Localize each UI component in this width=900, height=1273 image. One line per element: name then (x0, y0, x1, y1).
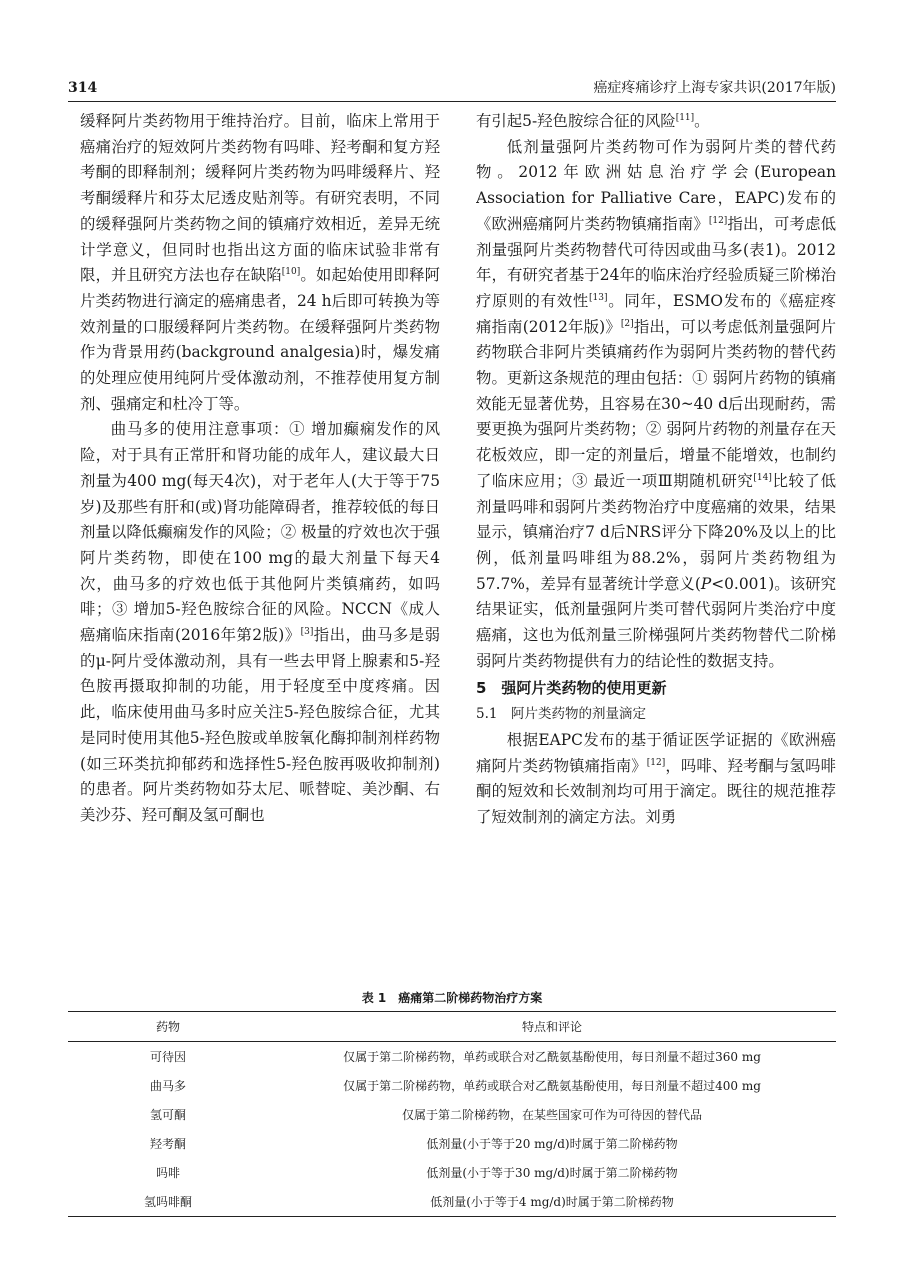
citation-reference: [2] (620, 318, 634, 329)
drug-notes-cell: 低剂量(小于等于4 mg/d)时属于第二阶梯药物 (430, 1195, 674, 1209)
paragraph-text: ，吗啡、羟考酮与氢吗啡酮的短效和长效制剂均可用于滴定。既往的规范推荐了短效制剂的滴定方法。刘勇 (476, 756, 836, 826)
paragraph-text: 。 (694, 112, 710, 130)
page-header (68, 76, 836, 100)
italic-symbol: P (700, 574, 712, 593)
body-paragraph (476, 135, 836, 675)
paragraph-text: 比较了低剂量吗啡和弱阿片类药物治疗中度癌痛的效果，结果显示，镇痛治疗7 d后NRS评分下降20%及以上的比例，低剂量吗啡组为88.2%，弱阿片类药物组为57.7%，差异有显著统计学意义( (476, 471, 836, 593)
drug-notes-cell: 仅属于第二阶梯药物，单药或联合对乙酰氨基酚使用，每日剂量不超过360 mg (343, 1050, 761, 1064)
table-caption: 表 1 癌痛第二阶梯药物治疗方案 (361, 991, 543, 1005)
citation-reference: [12] (708, 215, 728, 226)
paragraph-text: 低剂量强阿片类药物可作为弱阿片类的替代药物。2012年欧洲姑息治疗学会(European Association for Palliative Care，EAPC)发布的《欧洲癌痛阿片类药物镇痛指南》 (476, 137, 836, 233)
paragraph-text: 缓释阿片类药物用于维持治疗。目前，临床上常用于癌痛治疗的短效阿片类药物有吗啡、羟考酮和复方羟考酮的即释制剂；缓释阿片类药物为吗啡缓释片、羟考酮缓释片和芬太尼透皮贴剂等。有研究表明，不同的缓释强阿片类药物之间的镇痛疗效相近，差异无统计学意义，但同时也指出这方面的临床试验非常有限，并且研究方法也存在缺陷 (80, 112, 440, 285)
citation-reference: [13] (589, 292, 608, 303)
page-number: 314 (68, 80, 98, 96)
column-header-notes: 特点和评论 (521, 1020, 582, 1034)
table-row (68, 1129, 836, 1158)
paragraph-text: 指出，可以考虑低剂量强阿片药物联合非阿片类镇痛药作为弱阿片类药物的替代药物。更新这条规范的理由包括：① 弱阿片药物的镇痛效能无显著优势，且容易在30~40 d后出现耐药，需要更换为强阿片类药物；② 弱阿片药物的剂量存在天花板效应，即一定的剂量后，增量不能增效，也制约了临床应用；③ 最近一项Ⅲ期随机研究 (476, 317, 836, 490)
paragraph-text: 。同年，ESMO发布的《癌症疼痛指南(2012年版)》 (476, 291, 836, 336)
drug-name-cell: 可待因 (149, 1050, 186, 1064)
paragraph-text: <0.001)。该研究结果证实，低剂量强阿片类可替代弱阿片类治疗中度癌痛，这也为低剂量三阶梯强阿片类药物替代二阶梯弱阿片类药物提供有力的结论性的数据支持。 (476, 574, 836, 670)
paragraph-text: 有引起5-羟色胺综合征的风险 (476, 112, 676, 130)
table-row (68, 1042, 836, 1072)
drug-table (68, 1011, 836, 1217)
body-paragraph (476, 109, 836, 135)
drug-name-cell: 羟考酮 (149, 1137, 186, 1151)
header-rule (68, 101, 836, 102)
table-header-row (68, 1012, 836, 1042)
paragraph-text: 指出，可考虑低剂量强阿片类药物替代可待因或曲马多(表1)。2012年，有研究者基于24年的临床治疗经验质疑三阶梯治疗原则的有效性 (476, 214, 836, 310)
citation-reference: [3] (300, 626, 314, 637)
drug-name-cell: 吗啡 (155, 1166, 180, 1180)
body-paragraph (80, 109, 440, 417)
citation-reference: [14] (753, 472, 772, 483)
paragraph-text: 指出，曲马多是弱的μ-阿片受体激动剂，具有一些去甲肾上腺素和5-羟色胺再摄取抑制的功能，用于轻度至中度疼痛。因此，临床使用曲马多时应关注5-羟色胺综合征，尤其是同时使用其他5-羟色胺或单胺氧化酶抑制剂样药物(如三环类抗抑郁药和选择性5-羟色胺再吸收抑制剂)的患者。阿片类药物如芬太尼、哌替啶、美沙酮、右美沙芬、羟可酮及氢可酮也 (80, 626, 440, 824)
paragraph-text: 曲马多的使用注意事项：① 增加癫痫发作的风险，对于具有正常肝和肾功能的成年人，建议最大日剂量为400 mg(每天4次)，对于老年人(大于等于75岁)及那些有肝和(或)肾功能障碍者，推荐较低的每日剂量以降低癫痫发作的风险；② 极量的疗效也次于强阿片类药物，即使在100 mg的最大剂量下每天4次，曲马多的疗效也低于其他阿片类镇痛药，如吗啡；③ 增加5-羟色胺综合征的风险。NCCN《成人癌痛临床指南(2016年第2版)》 (80, 420, 440, 645)
citation-reference: [10] (281, 267, 301, 278)
body-paragraph (80, 417, 440, 828)
left-text-column (80, 109, 440, 984)
section-heading: 5 强阿片类药物的使用更新 (476, 679, 667, 698)
paragraph-text: 根据EAPC发布的基于循证医学证据的《欧洲癌痛阿片类药物镇痛指南》 (476, 730, 836, 775)
citation-reference: [12] (646, 757, 666, 768)
right-text-column (476, 109, 836, 984)
drug-name-cell: 曲马多 (149, 1079, 186, 1093)
body-paragraph (476, 728, 836, 831)
paragraph-text: 。如起始使用即释阿片类药物进行滴定的癌痛患者，24 h后即可转换为等效剂量的口服缓释阿片类药物。在缓释强阿片类药物作为背景用药(background analgesia)时，爆发痛的处理应使用纯阿片受体激动剂，不推荐使用复方制剂、强痛定和杜冷丁等。 (80, 266, 440, 413)
drug-notes-cell: 仅属于第二阶梯药物，在某些国家可作为可待因的替代品 (401, 1108, 702, 1122)
drug-notes-cell: 低剂量(小于等于20 mg/d)时属于第二阶梯药物 (426, 1137, 678, 1151)
column-header-drug: 药物 (155, 1020, 180, 1034)
drug-name-cell: 氢吗啡酮 (143, 1195, 192, 1209)
running-title: 癌症疼痛诊疗上海专家共识(2017年版) (593, 80, 836, 96)
drug-name-cell: 氢可酮 (149, 1108, 186, 1122)
table-row (68, 1187, 836, 1217)
table-row (68, 1158, 836, 1187)
citation-reference: [11] (675, 112, 695, 123)
drug-notes-cell: 仅属于第二阶梯药物，单药或联合对乙酰氨基酚使用，每日剂量不超过400 mg (343, 1079, 761, 1093)
drug-notes-cell: 低剂量(小于等于30 mg/d)时属于第二阶梯药物 (426, 1166, 678, 1180)
subsection-heading: 5.1 阿片类药物的剂量滴定 (476, 706, 646, 723)
table-row (68, 1100, 836, 1129)
table-row (68, 1071, 836, 1100)
